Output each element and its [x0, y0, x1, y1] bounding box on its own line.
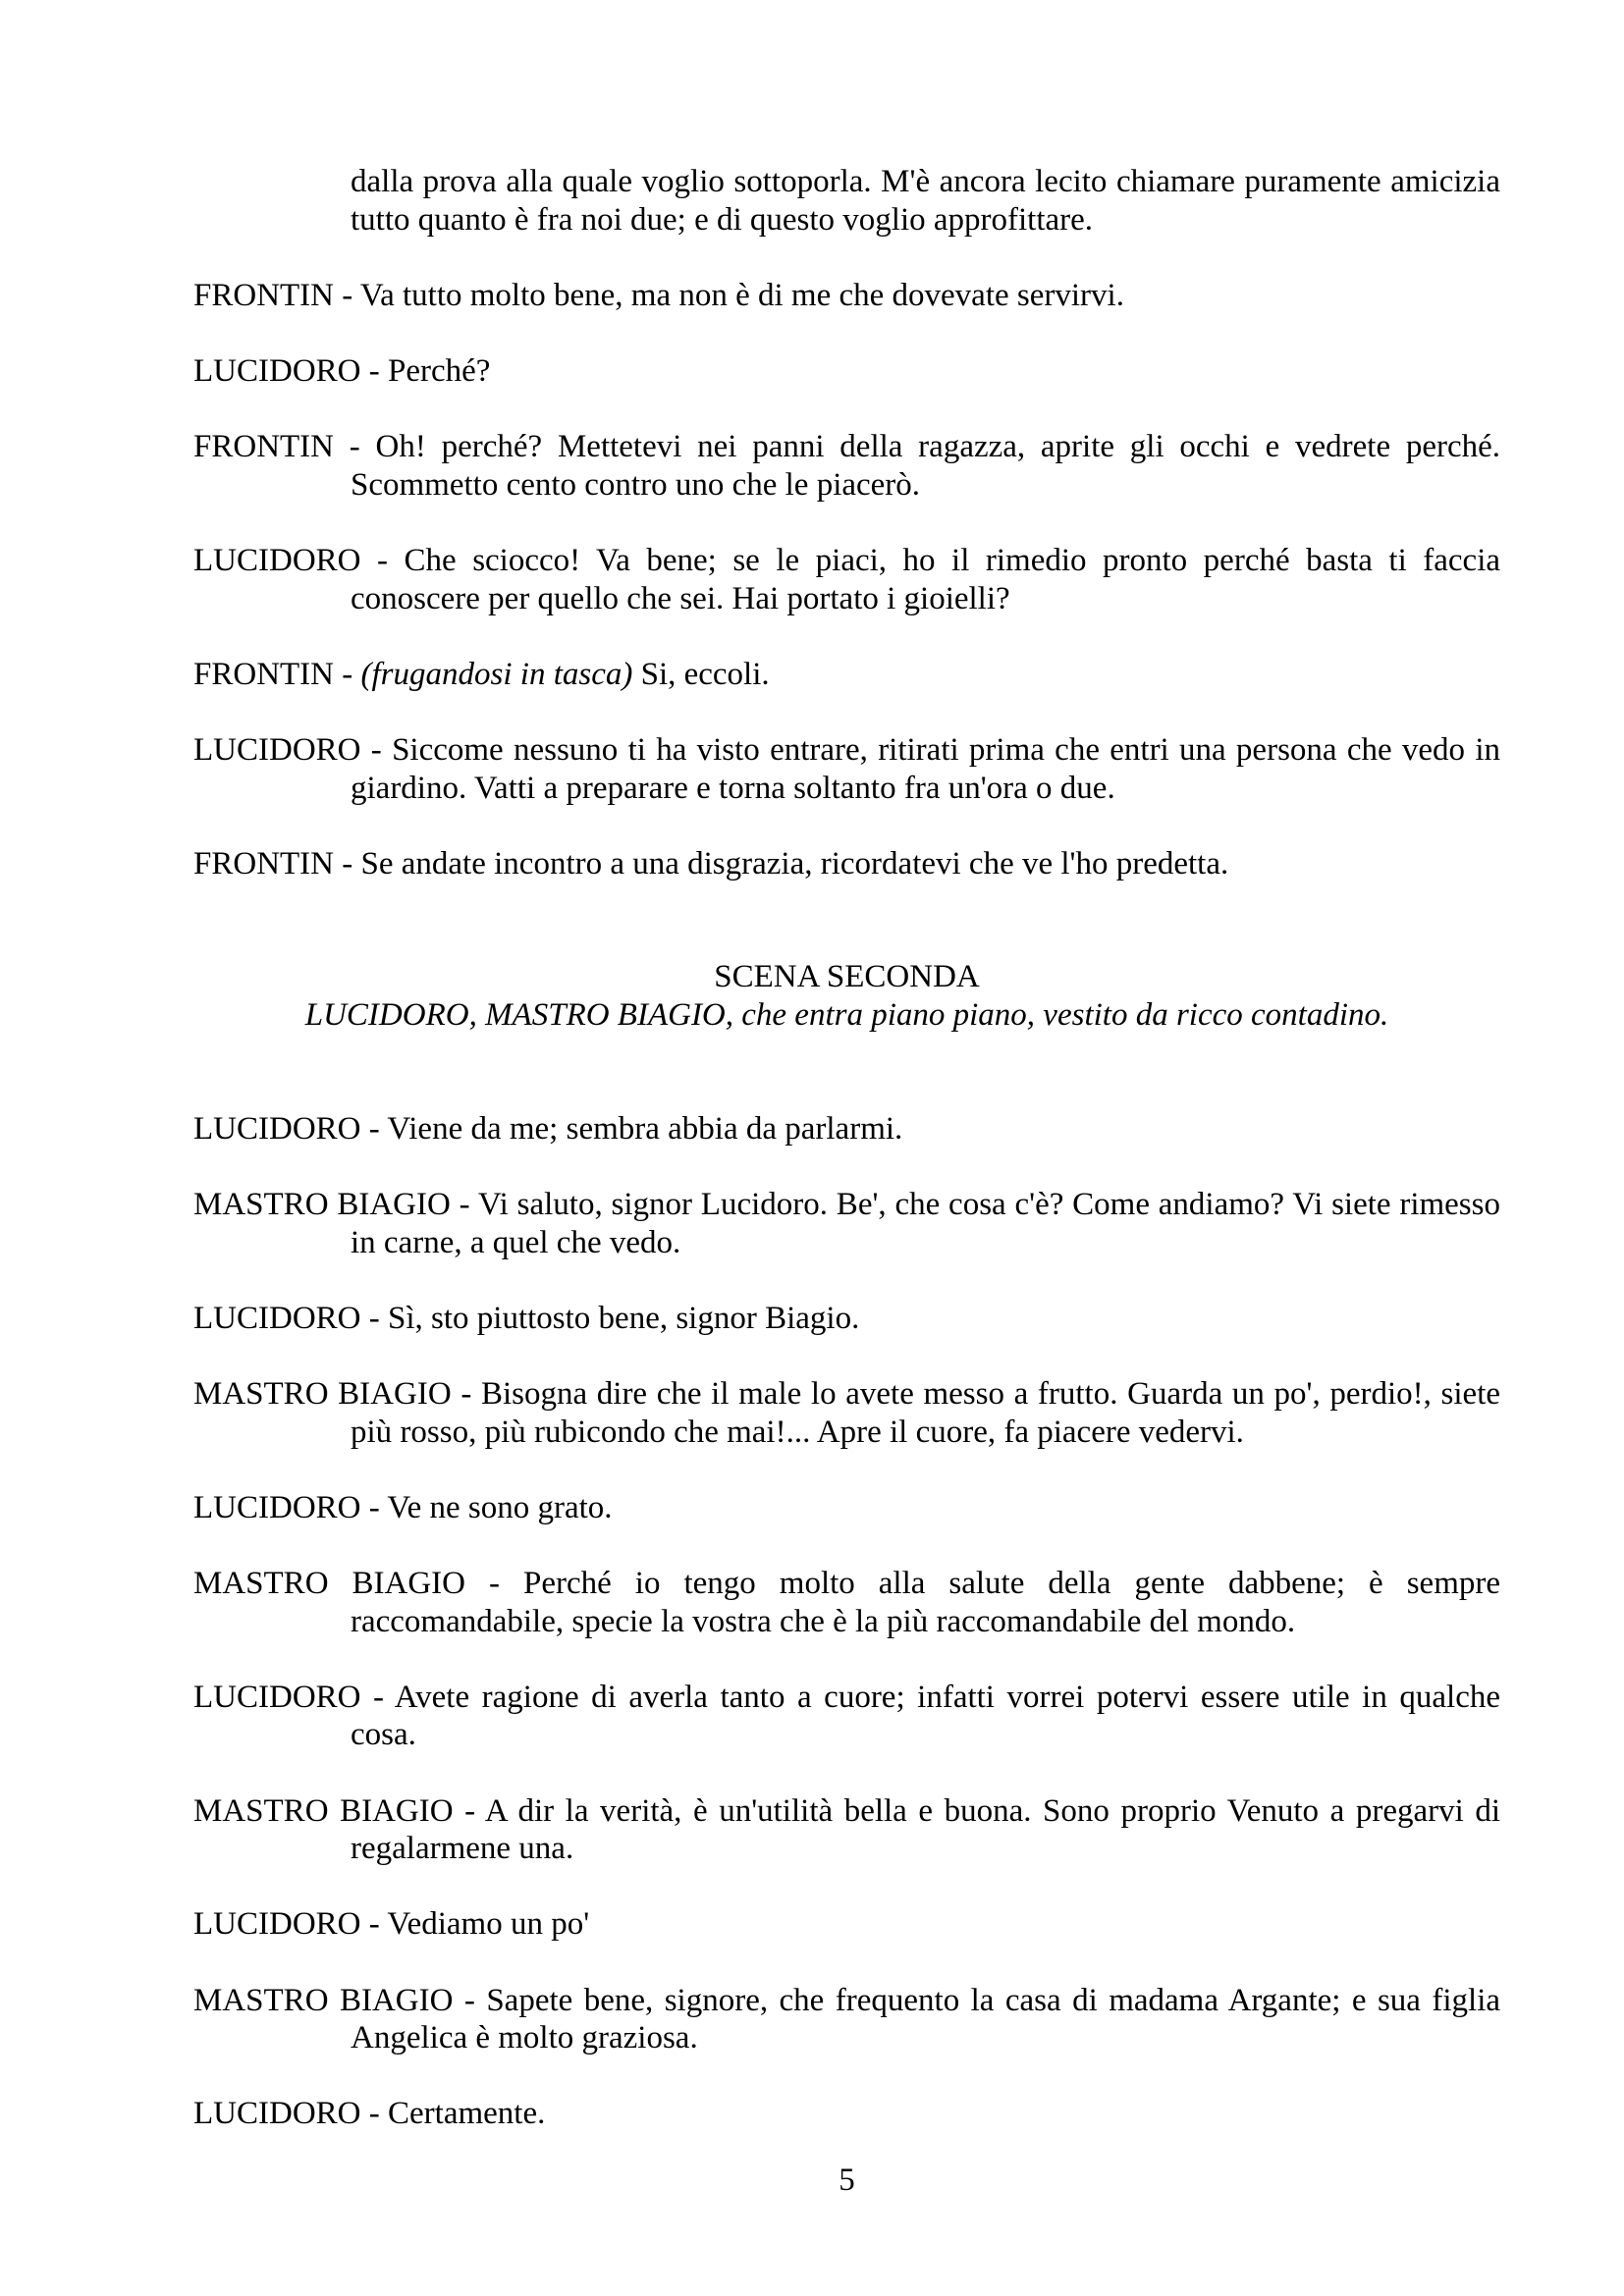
dialogue-text: Bisogna dire che il male lo avete messo a frutto. Guarda un po', perdio!, siete più rosso, più rubicondo che mai!... Apre il cuore, fa piacere vedervi. [351, 1376, 1501, 1450]
speaker-name: LUCIDORO [193, 352, 361, 389]
continuation-paragraph [351, 163, 1500, 239]
dialogue-line [193, 731, 1500, 807]
dialogue-line [193, 277, 1500, 315]
speaker-separator: - [373, 1679, 385, 1715]
dialogue-text: Viene da me; sembra abbia da parlarmi. [387, 1110, 903, 1147]
dialogue-text: Sì, sto piuttosto bene, signor Biagio. [388, 1300, 860, 1336]
speaker-separator: - [489, 1565, 501, 1601]
speaker-name: MASTRO BIAGIO [193, 1376, 452, 1412]
speaker-name: LUCIDORO [193, 1110, 361, 1147]
dialogue-line [193, 1565, 1500, 1640]
dialogue-text: Perché io tengo molto alla salute della gente dabbene; è sempre raccomandabile, specie la vostra che è la più raccomandabile del mondo. [351, 1565, 1500, 1639]
dialogue-line [193, 1375, 1500, 1451]
dialogue-text: Che sciocco! Va bene; se le piaci, ho il rimedio pronto perché basta ti faccia conoscere per quello che sei. Hai portato i gioielli? [351, 542, 1501, 616]
speaker-name: MASTRO BIAGIO [193, 1792, 454, 1829]
speaker-separator: - [460, 1376, 472, 1412]
dialogue-text: Avete ragione di averla tanto a cuore; infatti vorrei potervi essere utile in qualche cosa. [351, 1679, 1500, 1753]
speaker-name: LUCIDORO [193, 2096, 361, 2132]
speaker-separator: - [463, 1982, 475, 2018]
speaker-name: LUCIDORO [193, 1489, 361, 1525]
speaker-name: FRONTIN [193, 845, 335, 881]
dialogue-text: A dir la verità, è un'utilità bella e buona. Sono proprio Venuto a pregarvi di regalarmene una. [351, 1792, 1501, 1867]
dialogue-line [193, 1489, 1500, 1527]
speaker-separator: - [342, 845, 353, 881]
dialogue-line [193, 2095, 1500, 2133]
speaker-name: LUCIDORO [193, 731, 361, 768]
dialogue-text: Sapete bene, signore, che frequento la casa di madama Argante; e sua figlia Angelica è molto graziosa. [351, 1982, 1501, 2056]
speaker-separator: - [342, 277, 353, 313]
dialogue-line [193, 1905, 1500, 1944]
speaker-separator: - [368, 1489, 380, 1525]
dialogue-line [193, 845, 1500, 883]
speaker-name: LUCIDORO [193, 1679, 361, 1715]
speaker-separator: - [368, 352, 380, 389]
speaker-name: MASTRO BIAGIO [193, 1982, 454, 2018]
speaker-name: FRONTIN [193, 656, 335, 692]
speaker-separator: - [349, 429, 360, 465]
dialogue-text: Ve ne sono grato. [387, 1489, 613, 1525]
dialogue-line [193, 1186, 1500, 1261]
dialogue-text: Oh! perché? Mettetevi nei panni della ragazza, aprite gli occhi e vedrete perché. Scommetto cento contro uno che le piacerò. [351, 429, 1501, 503]
dialogue-text: Vediamo un po' [387, 1906, 590, 1943]
dialogue-text: Va tutto molto bene, ma non è di me che dovevate servirvi. [359, 277, 1124, 313]
speaker-name: MASTRO BIAGIO [193, 1187, 451, 1223]
scene-heading: SCENA SECONDA [714, 959, 980, 995]
dialogue-line [193, 1300, 1500, 1338]
scene-cast-line: LUCIDORO, MASTRO BIAGIO, che entra piano piano, vestito da ricco contadino. [304, 997, 1389, 1034]
page-number: 5 [839, 2163, 855, 2198]
paragraph-text: dalla prova alla quale voglio sottoporla. M'è ancora lecito chiamare puramente amicizia tutto quanto è fra noi due; e di questo voglio approfittare. [351, 164, 1500, 238]
speaker-separator: - [370, 731, 382, 768]
dialogue-text: Certamente. [388, 2096, 546, 2132]
dialogue-line [193, 542, 1500, 617]
speaker-name: LUCIDORO [193, 542, 361, 578]
speaker-separator: - [342, 656, 353, 692]
speaker-separator: - [368, 1110, 380, 1147]
dialogue-line [193, 1679, 1500, 1754]
dialogue-text: Vi saluto, signor Lucidoro. Be', che cosa c'è? Come andiamo? Vi siete rimesso in carne, a quel che vedo. [351, 1187, 1500, 1260]
speaker-separator: - [464, 1792, 476, 1829]
speaker-separator: - [377, 542, 389, 578]
speaker-name: FRONTIN [193, 429, 335, 465]
speaker-separator: - [459, 1187, 470, 1223]
dialogue-text: Se andate incontro a una disgrazia, ricordatevi che ve l'ho predetta. [360, 845, 1229, 881]
speaker-name: FRONTIN [193, 277, 335, 313]
speaker-name: LUCIDORO [193, 1300, 361, 1336]
dialogue-line [193, 1110, 1500, 1148]
speaker-separator: - [368, 1300, 380, 1336]
speaker-separator: - [368, 1906, 380, 1943]
stage-direction: (frugandosi in tasca) [360, 656, 633, 692]
dialogue-line [193, 1792, 1500, 1868]
dialogue-line [193, 428, 1500, 504]
speaker-name: LUCIDORO [193, 1906, 361, 1943]
dialogue-text: Perché? [388, 352, 491, 389]
dialogue-line [193, 352, 1500, 391]
dialogue-text: Siccome nessuno ti ha visto entrare, ritirati prima che entri una persona che vedo in giardino. Vatti a preparare e torna soltanto fra un'ora o due. [351, 731, 1500, 806]
speaker-separator: - [368, 2096, 380, 2132]
dialogue-line [193, 656, 1500, 694]
speaker-name: MASTRO BIAGIO [193, 1565, 466, 1601]
dialogue-line [193, 1982, 1500, 2057]
dialogue-text: Si, eccoli. [640, 656, 770, 692]
